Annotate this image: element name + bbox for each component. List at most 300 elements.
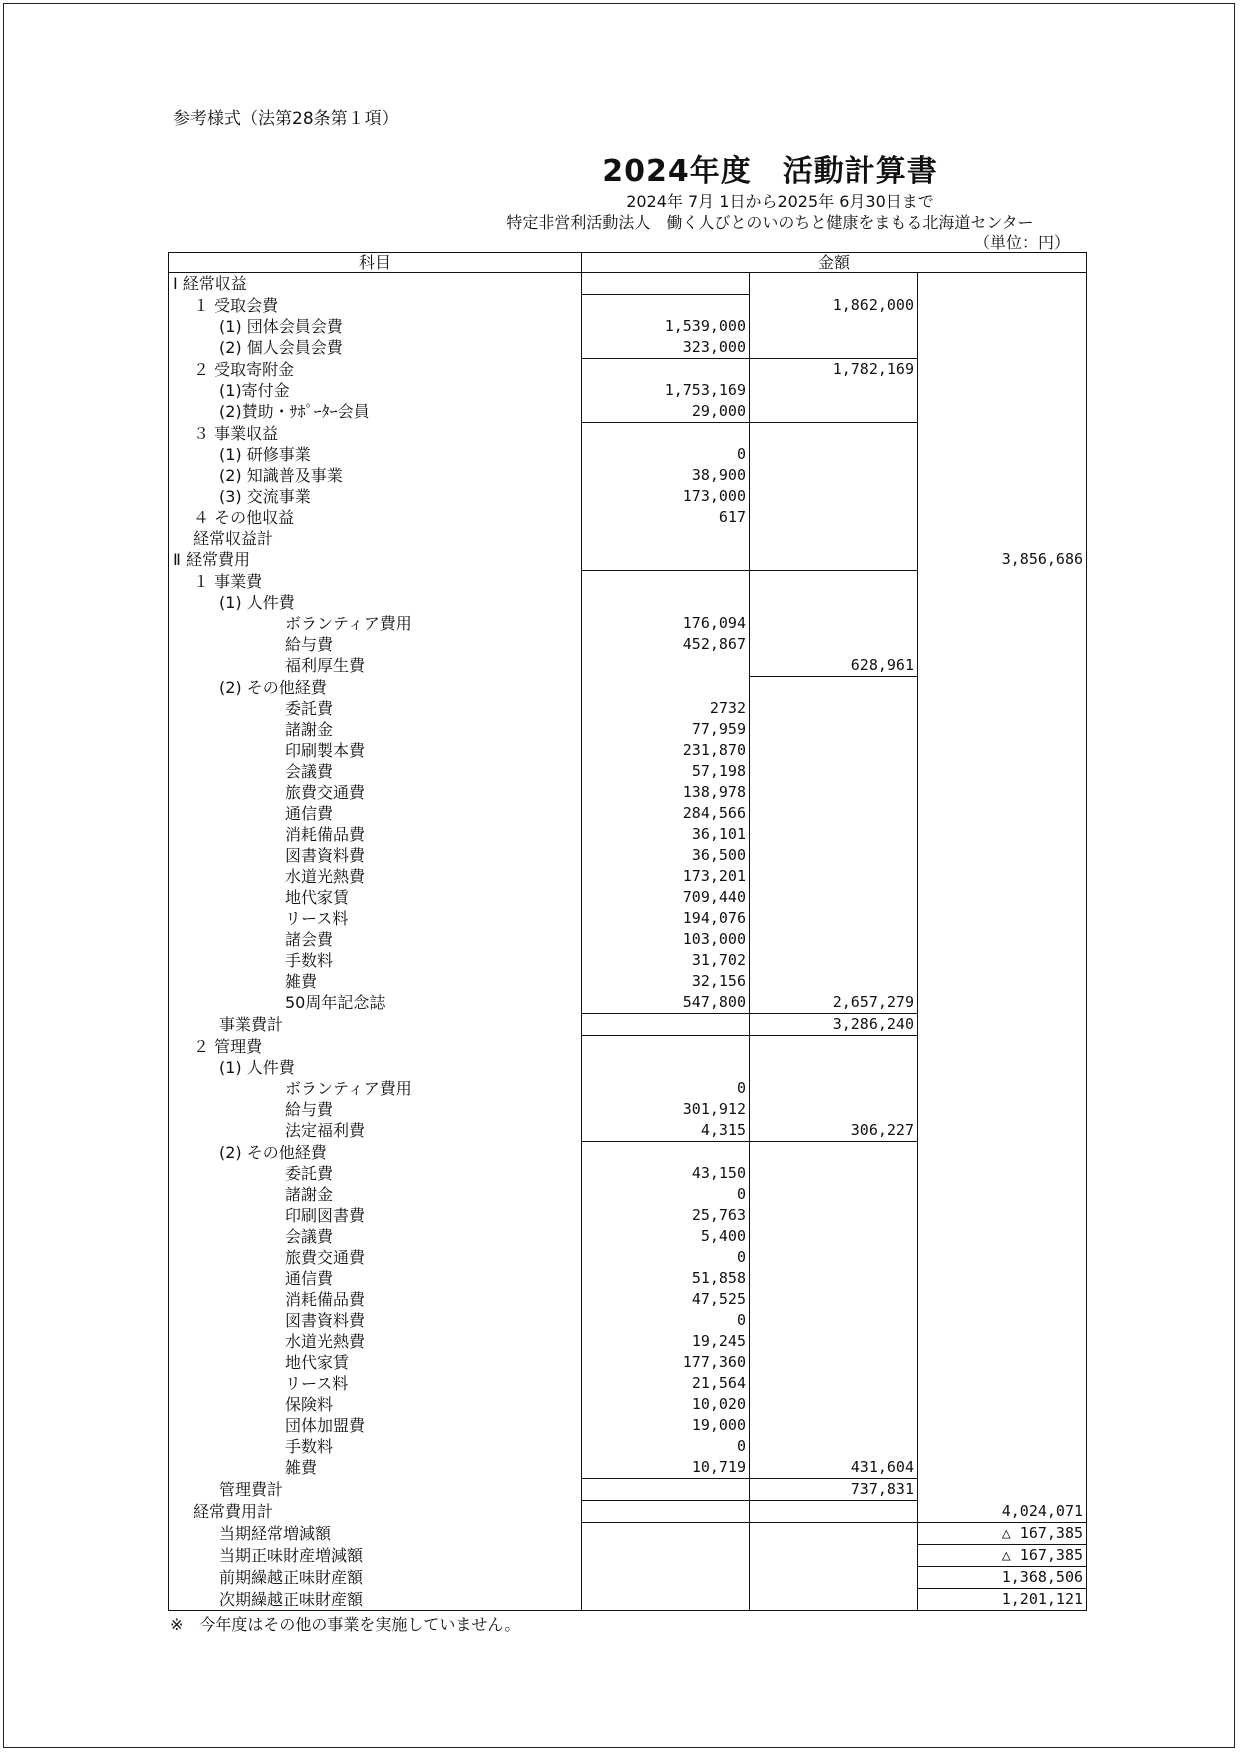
amount-cell-col1 [582, 528, 750, 549]
row-label: (1) 人件費 [169, 1057, 582, 1078]
amount-cell-col2 [750, 316, 918, 337]
amount-cell-col3 [918, 803, 1087, 824]
table-row [169, 1226, 1087, 1247]
amount-cell-col1 [582, 295, 750, 317]
amount-cell-col1: 709,440 [582, 887, 750, 908]
table-row [169, 1120, 1087, 1142]
amount-cell-col3 [918, 824, 1087, 845]
amount-cell-col2 [750, 761, 918, 782]
amount-cell-col3 [918, 719, 1087, 740]
row-label: 手数料 [169, 950, 582, 971]
amount-cell-col2 [750, 929, 918, 950]
amount-cell-col3 [918, 592, 1087, 613]
table-row [169, 1184, 1087, 1205]
row-label: 次期繰越正味財産額 [169, 1589, 582, 1611]
table-row [169, 634, 1087, 655]
table-row [169, 677, 1087, 699]
amount-cell-col3 [918, 401, 1087, 423]
row-label: 50周年記念誌 [169, 992, 582, 1014]
amount-cell-col1: 10,020 [582, 1394, 750, 1415]
amount-cell-col1: 36,500 [582, 845, 750, 866]
amount-cell-col2 [750, 1036, 918, 1058]
amount-cell-col1: 38,900 [582, 465, 750, 486]
table-row [169, 1057, 1087, 1078]
table-row [169, 1457, 1087, 1479]
amount-cell-col3 [918, 1205, 1087, 1226]
form-reference: 参考様式（法第28条第１項） [173, 109, 399, 129]
amount-cell-col3 [918, 295, 1087, 317]
amount-cell-col1 [582, 592, 750, 613]
organization-name: 特定非営利活動法人 働く人びとのいのちと健康をまもる北海道センター [506, 213, 1034, 232]
row-label: 法定福利費 [169, 1120, 582, 1142]
row-label: 地代家賃 [169, 1352, 582, 1373]
amount-cell-col3: 1,368,506 [918, 1567, 1087, 1589]
amount-cell-col1: 617 [582, 507, 750, 528]
amount-cell-col2 [750, 1289, 918, 1310]
amount-cell-col2 [750, 465, 918, 486]
table-row [169, 444, 1087, 465]
amount-cell-col1: 36,101 [582, 824, 750, 845]
amount-cell-col2 [750, 634, 918, 655]
amount-cell-col3 [918, 1099, 1087, 1120]
amount-cell-col3 [918, 1415, 1087, 1436]
amount-cell-col2 [750, 803, 918, 824]
amount-cell-col1 [582, 273, 750, 295]
table-row [169, 1247, 1087, 1268]
subject-column-header: 科目 [169, 253, 582, 273]
amount-cell-col2 [750, 1184, 918, 1205]
table-row [169, 1352, 1087, 1373]
amount-cell-col1: 32,156 [582, 971, 750, 992]
amount-cell-col2 [750, 1142, 918, 1164]
amount-cell-col1: 231,870 [582, 740, 750, 761]
footnote: ※ 今年度はその他の事業を実施していません。 [170, 1615, 521, 1634]
amount-cell-col2 [750, 698, 918, 719]
row-label: 水道光熱費 [169, 1331, 582, 1352]
amount-cell-col2 [750, 677, 918, 699]
amount-cell-col2 [750, 380, 918, 401]
table-row [169, 950, 1087, 971]
amount-cell-col3 [918, 465, 1087, 486]
amount-cell-col2 [750, 592, 918, 613]
amount-cell-col3 [918, 359, 1087, 381]
table-row [169, 613, 1087, 634]
row-label: 事業費計 [169, 1014, 582, 1036]
amount-cell-col2 [750, 971, 918, 992]
table-row [169, 316, 1087, 337]
amount-cell-col3 [918, 1078, 1087, 1099]
amount-cell-col3 [918, 1163, 1087, 1184]
amount-cell-col3 [918, 950, 1087, 971]
amount-cell-col2 [750, 1247, 918, 1268]
table-row [169, 549, 1087, 571]
amount-cell-col3 [918, 698, 1087, 719]
amount-cell-col1 [582, 1479, 750, 1501]
row-label: 雑費 [169, 1457, 582, 1479]
amount-cell-col1: 21,564 [582, 1373, 750, 1394]
amount-cell-col1 [582, 655, 750, 677]
amount-cell-col1: 51,858 [582, 1268, 750, 1289]
amount-cell-col2 [750, 908, 918, 929]
row-label: Ⅱ 経常費用 [169, 549, 582, 571]
table-row [169, 908, 1087, 929]
row-label: ２ 管理費 [169, 1036, 582, 1058]
amount-cell-col1: 31,702 [582, 950, 750, 971]
amount-cell-col2 [750, 273, 918, 295]
row-label: (1)寄付金 [169, 380, 582, 401]
table-row [169, 337, 1087, 359]
amount-cell-col2 [750, 613, 918, 634]
row-label: (1) 研修事業 [169, 444, 582, 465]
table-body [169, 273, 1087, 1611]
amount-cell-col2 [750, 1268, 918, 1289]
amount-cell-col2 [750, 1331, 918, 1352]
row-label: 図書資料費 [169, 845, 582, 866]
amount-cell-col3 [918, 1373, 1087, 1394]
amount-cell-col3 [918, 613, 1087, 634]
amount-cell-col1: 4,315 [582, 1120, 750, 1142]
table-row [169, 1036, 1087, 1058]
row-label: 旅費交通費 [169, 1247, 582, 1268]
amount-cell-col2 [750, 1057, 918, 1078]
table-row [169, 1310, 1087, 1331]
row-label: 図書資料費 [169, 1310, 582, 1331]
amount-cell-col1: 177,360 [582, 1352, 750, 1373]
table-row [169, 824, 1087, 845]
amount-cell-col2 [750, 444, 918, 465]
amount-cell-col1: 173,000 [582, 486, 750, 507]
amount-cell-col2 [750, 1352, 918, 1373]
table-row [169, 528, 1087, 549]
amount-cell-col3 [918, 423, 1087, 445]
amount-cell-col2 [750, 1226, 918, 1247]
amount-cell-col1: 5,400 [582, 1226, 750, 1247]
amount-cell-col1: 19,000 [582, 1415, 750, 1436]
amount-cell-col1 [582, 677, 750, 699]
table-row [169, 1479, 1087, 1501]
table-row [169, 1099, 1087, 1120]
row-label: 通信費 [169, 803, 582, 824]
amount-cell-col1 [582, 1567, 750, 1589]
amount-cell-col2: 2,657,279 [750, 992, 918, 1014]
amount-cell-col1: 173,201 [582, 866, 750, 887]
table-row [169, 465, 1087, 486]
amount-cell-col3 [918, 908, 1087, 929]
table-row [169, 929, 1087, 950]
amount-cell-col2 [750, 1394, 918, 1415]
amount-cell-col1: 77,959 [582, 719, 750, 740]
amount-cell-col1: 323,000 [582, 337, 750, 359]
table-row [169, 273, 1087, 295]
amount-cell-col2 [750, 1545, 918, 1567]
amount-cell-col3 [918, 444, 1087, 465]
amount-cell-col1: 301,912 [582, 1099, 750, 1120]
amount-cell-col3 [918, 273, 1087, 295]
amount-cell-col3 [918, 845, 1087, 866]
row-label: 給与費 [169, 1099, 582, 1120]
table-row [169, 782, 1087, 803]
amount-cell-col3: 4,024,071 [918, 1501, 1087, 1523]
amount-cell-col3 [918, 655, 1087, 677]
amount-cell-col2 [750, 1310, 918, 1331]
row-label: 雑費 [169, 971, 582, 992]
table-row [169, 1289, 1087, 1310]
amount-cell-col3 [918, 1226, 1087, 1247]
row-label: 会議費 [169, 761, 582, 782]
amount-cell-col2 [750, 1078, 918, 1099]
amount-cell-col3 [918, 866, 1087, 887]
amount-cell-col3: △ 167,385 [918, 1523, 1087, 1545]
amount-cell-col2: 3,286,240 [750, 1014, 918, 1036]
table-row [169, 486, 1087, 507]
amount-cell-col2 [750, 1523, 918, 1545]
amount-cell-col3 [918, 1331, 1087, 1352]
amount-cell-col3 [918, 887, 1087, 908]
amount-cell-col1 [582, 1501, 750, 1523]
amount-cell-col2 [750, 1163, 918, 1184]
table-row [169, 761, 1087, 782]
amount-cell-col2: 431,604 [750, 1457, 918, 1479]
row-label: 当期正味財産増減額 [169, 1545, 582, 1567]
amount-cell-col2 [750, 1205, 918, 1226]
amount-cell-col3 [918, 337, 1087, 359]
amount-cell-col2 [750, 401, 918, 423]
row-label: ボランティア費用 [169, 1078, 582, 1099]
row-label: (2) 知識普及事業 [169, 465, 582, 486]
table-row [169, 1205, 1087, 1226]
amount-cell-col1 [582, 549, 750, 571]
row-label: 管理費計 [169, 1479, 582, 1501]
table-row [169, 1589, 1087, 1611]
amount-cell-col2 [750, 866, 918, 887]
amount-cell-col1: 1,753,169 [582, 380, 750, 401]
amount-cell-col2 [750, 1373, 918, 1394]
amount-cell-col3 [918, 1120, 1087, 1142]
row-label: (2) 個人会員会費 [169, 337, 582, 359]
amount-cell-col3: 3,856,686 [918, 549, 1087, 571]
table-row [169, 1142, 1087, 1164]
row-label: (1) 人件費 [169, 592, 582, 613]
amount-cell-col3 [918, 1352, 1087, 1373]
row-label: 給与費 [169, 634, 582, 655]
row-label: (2)賛助・ｻﾎﾟｰﾀｰ会員 [169, 401, 582, 423]
table-row [169, 507, 1087, 528]
table-row [169, 1331, 1087, 1352]
row-label: 経常収益計 [169, 528, 582, 549]
table-row [169, 740, 1087, 761]
row-label: 前期繰越正味財産額 [169, 1567, 582, 1589]
table-row [169, 845, 1087, 866]
row-label: １ 事業費 [169, 571, 582, 593]
amount-cell-col2 [750, 782, 918, 803]
amount-cell-col1: 1,539,000 [582, 316, 750, 337]
amount-cell-col3 [918, 971, 1087, 992]
amount-cell-col1: 43,150 [582, 1163, 750, 1184]
table-row [169, 571, 1087, 593]
row-label: (3) 交流事業 [169, 486, 582, 507]
amount-cell-col2 [750, 1436, 918, 1457]
amount-cell-col2 [750, 1099, 918, 1120]
amount-cell-col3 [918, 507, 1087, 528]
amount-cell-col3 [918, 1036, 1087, 1058]
table-row [169, 359, 1087, 381]
table-row [169, 971, 1087, 992]
amount-cell-col2 [750, 719, 918, 740]
amount-cell-col1 [582, 1523, 750, 1545]
amount-cell-col2 [750, 824, 918, 845]
amount-cell-col1: 452,867 [582, 634, 750, 655]
row-label: ２ 受取寄附金 [169, 359, 582, 381]
amount-cell-col1: 0 [582, 1436, 750, 1457]
amount-cell-col3 [918, 782, 1087, 803]
amount-cell-col1: 0 [582, 1184, 750, 1205]
document-title: 2024年度 活動計算書 [602, 154, 938, 189]
amount-cell-col2 [750, 549, 918, 571]
amount-cell-col3 [918, 1184, 1087, 1205]
table-row [169, 1545, 1087, 1567]
row-label: リース料 [169, 1373, 582, 1394]
row-label: 経常費用計 [169, 1501, 582, 1523]
amount-cell-col3 [918, 1394, 1087, 1415]
amount-cell-col2: 1,862,000 [750, 295, 918, 317]
row-label: リース料 [169, 908, 582, 929]
amount-cell-col1 [582, 1589, 750, 1611]
amount-cell-col1 [582, 571, 750, 593]
amount-cell-col3 [918, 486, 1087, 507]
table-row [169, 1373, 1087, 1394]
row-label: 消耗備品費 [169, 824, 582, 845]
amount-cell-col2 [750, 528, 918, 549]
amount-cell-col2 [750, 337, 918, 359]
row-label: 通信費 [169, 1268, 582, 1289]
table-row [169, 1436, 1087, 1457]
amount-cell-col3 [918, 1310, 1087, 1331]
amount-cell-col3 [918, 316, 1087, 337]
row-label: 当期経常増減額 [169, 1523, 582, 1545]
table-row [169, 803, 1087, 824]
amount-cell-col3 [918, 634, 1087, 655]
amount-cell-col1 [582, 1014, 750, 1036]
table-row [169, 1014, 1087, 1036]
row-label: 諸会費 [169, 929, 582, 950]
table-row [169, 1501, 1087, 1523]
table-row [169, 698, 1087, 719]
amount-cell-col2: 737,831 [750, 1479, 918, 1501]
amount-cell-col1: 47,525 [582, 1289, 750, 1310]
row-label: 地代家賃 [169, 887, 582, 908]
amount-cell-col1 [582, 1545, 750, 1567]
table-row [169, 1078, 1087, 1099]
row-label: 印刷製本費 [169, 740, 582, 761]
amount-cell-col1: 2732 [582, 698, 750, 719]
row-label: １ 受取会費 [169, 295, 582, 317]
amount-cell-col3 [918, 380, 1087, 401]
amount-cell-col2 [750, 1415, 918, 1436]
amount-cell-col3 [918, 571, 1087, 593]
amount-cell-col3 [918, 1057, 1087, 1078]
row-label: (1) 団体会員会費 [169, 316, 582, 337]
amount-cell-col1: 0 [582, 1310, 750, 1331]
row-label: 委託費 [169, 698, 582, 719]
amount-cell-col1 [582, 423, 750, 445]
amount-cell-col1: 57,198 [582, 761, 750, 782]
amount-cell-col3 [918, 929, 1087, 950]
amount-cell-col3 [918, 1479, 1087, 1501]
amount-cell-col2 [750, 1567, 918, 1589]
amount-cell-col1: 29,000 [582, 401, 750, 423]
row-label: 保険料 [169, 1394, 582, 1415]
table-row [169, 1523, 1087, 1545]
table-row [169, 1394, 1087, 1415]
amount-cell-col3 [918, 528, 1087, 549]
table-row [169, 1163, 1087, 1184]
amount-column-header: 金額 [582, 253, 1087, 273]
row-label: 会議費 [169, 1226, 582, 1247]
table-row [169, 592, 1087, 613]
amount-cell-col1: 547,800 [582, 992, 750, 1014]
amount-cell-col1: 194,076 [582, 908, 750, 929]
amount-cell-col1: 176,094 [582, 613, 750, 634]
amount-cell-col1: 0 [582, 1078, 750, 1099]
table-row [169, 401, 1087, 423]
amount-cell-col3 [918, 992, 1087, 1014]
table-row [169, 1268, 1087, 1289]
amount-cell-col3 [918, 1436, 1087, 1457]
table-row [169, 1567, 1087, 1589]
amount-cell-col3 [918, 1014, 1087, 1036]
amount-cell-col2 [750, 571, 918, 593]
amount-cell-col3 [918, 1289, 1087, 1310]
amount-cell-col1 [582, 1036, 750, 1058]
row-label: 委託費 [169, 1163, 582, 1184]
table-row [169, 887, 1087, 908]
amount-cell-col2 [750, 845, 918, 866]
row-label: 手数料 [169, 1436, 582, 1457]
amount-cell-col3: △ 167,385 [918, 1545, 1087, 1567]
table-row [169, 655, 1087, 677]
row-label: ３ 事業収益 [169, 423, 582, 445]
amount-cell-col3 [918, 677, 1087, 699]
amount-cell-col2 [750, 740, 918, 761]
amount-cell-col2 [750, 887, 918, 908]
currency-unit: （単位：円） [973, 233, 1070, 252]
amount-cell-col2: 628,961 [750, 655, 918, 677]
amount-cell-col3 [918, 740, 1087, 761]
row-label: ボランティア費用 [169, 613, 582, 634]
amount-cell-col3 [918, 761, 1087, 782]
amount-cell-col1: 25,763 [582, 1205, 750, 1226]
row-label: (2) その他経費 [169, 677, 582, 699]
amount-cell-col2 [750, 1589, 918, 1611]
row-label: 福利厚生費 [169, 655, 582, 677]
table-row [169, 1415, 1087, 1436]
row-label: 水道光熱費 [169, 866, 582, 887]
row-label: 諸謝金 [169, 1184, 582, 1205]
amount-cell-col1 [582, 1142, 750, 1164]
row-label: ４ その他収益 [169, 507, 582, 528]
amount-cell-col1: 0 [582, 444, 750, 465]
row-label: 印刷図書費 [169, 1205, 582, 1226]
table-row [169, 423, 1087, 445]
row-label: 消耗備品費 [169, 1289, 582, 1310]
row-label: 旅費交通費 [169, 782, 582, 803]
amount-cell-col2 [750, 486, 918, 507]
amount-cell-col1: 138,978 [582, 782, 750, 803]
amount-cell-col3 [918, 1268, 1087, 1289]
amount-cell-col3: 1,201,121 [918, 1589, 1087, 1611]
amount-cell-col1: 103,000 [582, 929, 750, 950]
amount-cell-col1 [582, 359, 750, 381]
